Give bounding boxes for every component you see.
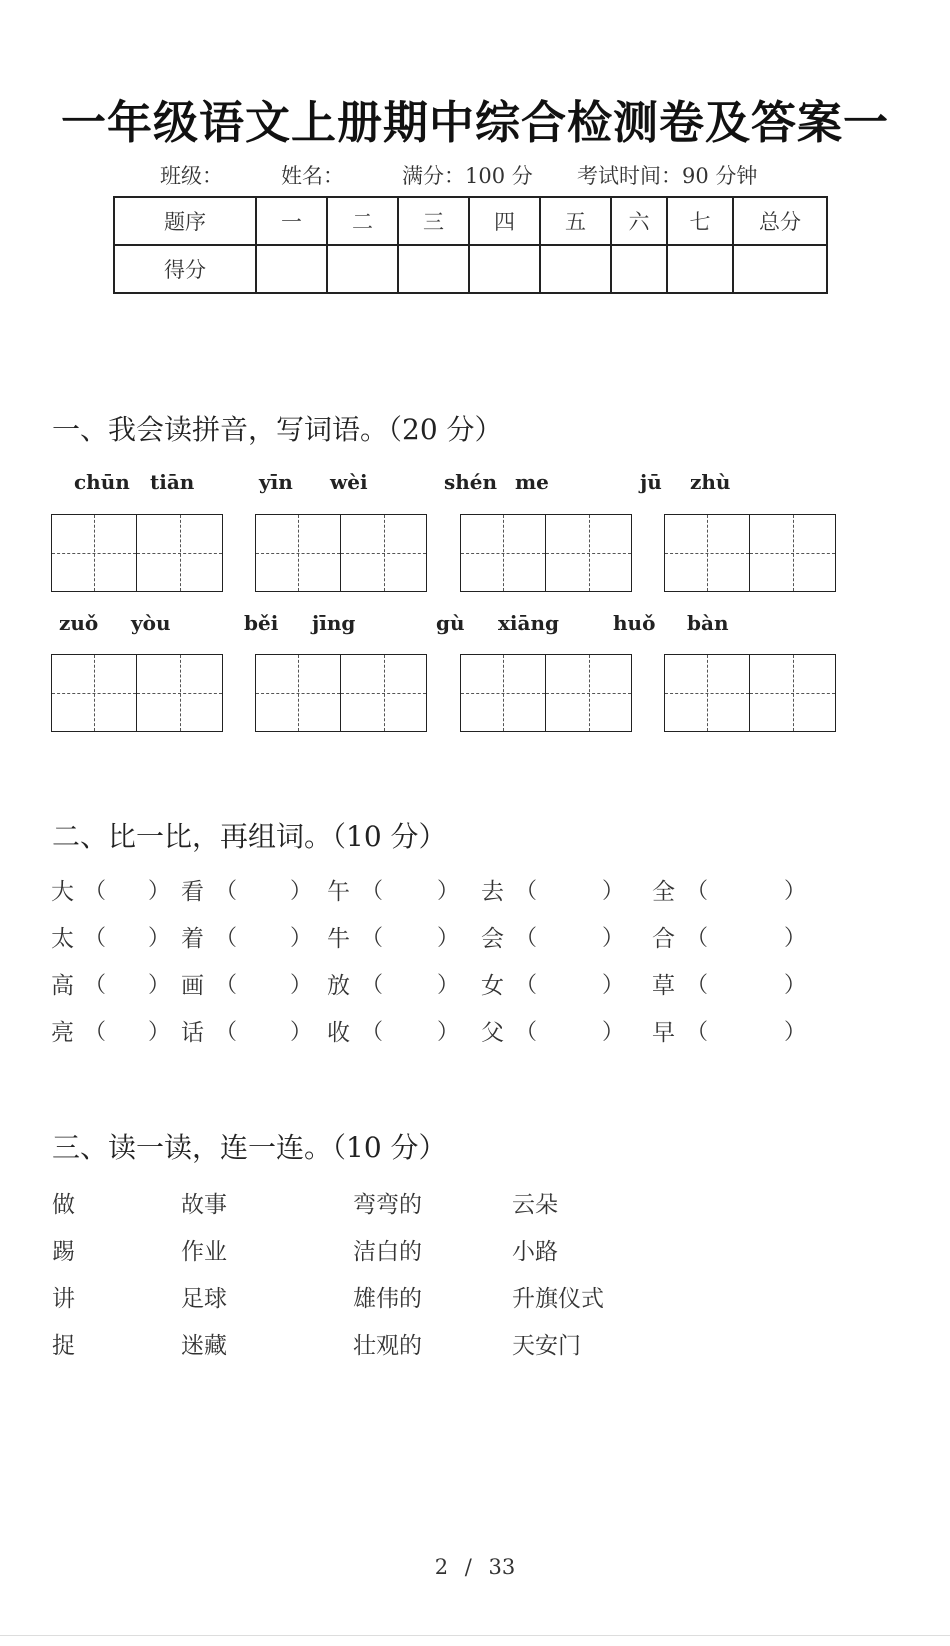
compare-char: 草 [652, 973, 675, 999]
link-col3-item[interactable]: 雄伟的 [353, 1286, 422, 1312]
answer-paren-open: （ [361, 973, 384, 998]
writing-cell[interactable] [256, 515, 341, 591]
link-col1-item[interactable]: 做 [52, 1192, 75, 1218]
link-col3-item[interactable]: 弯弯的 [353, 1192, 422, 1218]
link-col1-item[interactable]: 踢 [52, 1239, 75, 1265]
writing-box[interactable] [51, 654, 223, 732]
answer-blank[interactable] [237, 920, 290, 950]
pinyin: jū [640, 470, 662, 494]
compare-char: 女 [481, 973, 504, 999]
compare-char: 合 [652, 926, 675, 952]
answer-paren-open: （ [686, 926, 709, 951]
writing-cell[interactable] [341, 515, 426, 591]
writing-box[interactable] [51, 514, 223, 592]
compare-char: 大 [51, 879, 74, 905]
link-col4-item[interactable]: 升旗仪式 [512, 1286, 604, 1312]
page-title: 一年级语文上册期中综合检测卷及答案一 [60, 96, 889, 149]
score-cell[interactable] [611, 245, 667, 293]
answer-paren-close: ） [784, 1020, 807, 1045]
answer-blank[interactable] [537, 1014, 602, 1044]
answer-paren-close: ） [437, 926, 460, 951]
compare-char: 看 [181, 879, 204, 905]
pinyin: gù [436, 611, 465, 635]
answer-blank[interactable] [383, 967, 437, 997]
answer-paren-close: ） [437, 973, 460, 998]
answer-paren-open: （ [686, 973, 709, 998]
name-label: 姓名： [281, 164, 344, 188]
answer-paren-open: （ [84, 926, 107, 951]
answer-paren-open: （ [215, 1020, 238, 1045]
score-table-header-row [114, 197, 827, 245]
link-col2-item[interactable]: 足球 [181, 1286, 227, 1312]
answer-blank[interactable] [237, 1014, 290, 1044]
writing-cell[interactable] [546, 515, 631, 591]
pinyin: wèi [330, 470, 368, 494]
writing-box[interactable] [255, 654, 427, 732]
score-col-1: 一 [256, 197, 327, 245]
answer-blank[interactable] [106, 1014, 148, 1044]
pinyin: tiān [150, 470, 195, 494]
answer-paren-open: （ [686, 879, 709, 904]
answer-paren-open: （ [515, 1020, 538, 1045]
answer-paren-close: ） [602, 1020, 625, 1045]
score-cell[interactable] [398, 245, 469, 293]
writing-box[interactable] [460, 654, 632, 732]
score-cell[interactable] [733, 245, 827, 293]
pinyin: jīng [312, 611, 356, 635]
answer-paren-open: （ [361, 926, 384, 951]
answer-paren-close: ） [290, 879, 313, 904]
answer-paren-close: ） [148, 1020, 171, 1045]
link-col2-item[interactable]: 故事 [181, 1192, 227, 1218]
writing-cell[interactable] [52, 515, 137, 591]
compare-char: 收 [327, 1020, 350, 1046]
page-current: 2 [434, 1555, 449, 1579]
writing-cell[interactable] [256, 655, 341, 731]
answer-blank[interactable] [237, 967, 290, 997]
answer-paren-close: ） [784, 973, 807, 998]
compare-char: 亮 [51, 1020, 74, 1046]
answer-blank[interactable] [106, 873, 148, 903]
answer-paren-close: ） [290, 973, 313, 998]
link-col4-item[interactable]: 云朵 [512, 1192, 558, 1218]
answer-blank[interactable] [708, 967, 784, 997]
answer-paren-close: ） [148, 879, 171, 904]
link-col2-item[interactable]: 迷藏 [181, 1333, 227, 1359]
page-total: 33 [488, 1555, 516, 1579]
full-score: 满分：100 分 [402, 164, 533, 188]
pinyin: yòu [131, 611, 171, 635]
answer-paren-open: （ [515, 973, 538, 998]
answer-blank[interactable] [708, 920, 784, 950]
score-table-score-row [114, 245, 827, 293]
score-header-label: 题序 [114, 197, 256, 245]
score-cell[interactable] [667, 245, 733, 293]
answer-blank[interactable] [537, 967, 602, 997]
section3-heading: 三、读一读，连一连。（10 分） [52, 1131, 447, 1164]
pinyin: chūn [74, 470, 130, 494]
pinyin: zuǒ [59, 611, 99, 635]
answer-paren-open: （ [361, 1020, 384, 1045]
score-table [113, 196, 828, 294]
pinyin: bàn [687, 611, 729, 635]
link-col1-item[interactable]: 捉 [52, 1333, 75, 1359]
pinyin: xiāng [498, 611, 560, 635]
score-col-2: 二 [327, 197, 398, 245]
score-cell[interactable] [469, 245, 540, 293]
answer-blank[interactable] [708, 873, 784, 903]
pinyin: yīn [259, 470, 293, 494]
pinyin: zhù [690, 470, 731, 494]
answer-blank[interactable] [383, 920, 437, 950]
writing-cell[interactable] [750, 655, 835, 731]
compare-char: 高 [51, 973, 74, 999]
answer-paren-open: （ [686, 1020, 709, 1045]
answer-blank[interactable] [106, 920, 148, 950]
answer-paren-close: ） [290, 1020, 313, 1045]
compare-char: 会 [481, 926, 504, 952]
answer-paren-close: ） [437, 879, 460, 904]
score-cell[interactable] [327, 245, 398, 293]
link-col3-item[interactable]: 洁白的 [353, 1239, 422, 1265]
answer-paren-close: ） [602, 973, 625, 998]
answer-paren-open: （ [215, 879, 238, 904]
writing-cell[interactable] [750, 515, 835, 591]
compare-char: 太 [51, 926, 74, 952]
answer-paren-open: （ [515, 879, 538, 904]
answer-paren-close: ） [437, 1020, 460, 1045]
score-col-6: 六 [611, 197, 667, 245]
writing-cell[interactable] [52, 655, 137, 731]
writing-box[interactable] [664, 514, 836, 592]
score-row-label: 得分 [114, 245, 256, 293]
writing-cell[interactable] [665, 655, 750, 731]
class-label: 班级： [160, 164, 223, 188]
pinyin: huǒ [613, 611, 656, 635]
writing-cell[interactable] [341, 655, 426, 731]
answer-paren-open: （ [515, 926, 538, 951]
writing-box[interactable] [460, 514, 632, 592]
link-col2-item[interactable]: 作业 [181, 1239, 227, 1265]
link-col1-item[interactable]: 讲 [52, 1286, 75, 1312]
page-number [0, 1555, 950, 1579]
compare-char: 话 [181, 1020, 204, 1046]
score-cell[interactable] [256, 245, 327, 293]
answer-paren-close: ） [148, 973, 171, 998]
writing-cell[interactable] [665, 515, 750, 591]
pinyin: běi [244, 611, 279, 635]
score-cell[interactable] [540, 245, 611, 293]
writing-box[interactable] [664, 654, 836, 732]
writing-cell[interactable] [461, 655, 546, 731]
answer-paren-open: （ [84, 973, 107, 998]
answer-blank[interactable] [383, 1014, 437, 1044]
page-bottom-divider [0, 1635, 950, 1636]
answer-blank[interactable] [106, 967, 148, 997]
link-col4-item[interactable]: 小路 [512, 1239, 558, 1265]
compare-char: 画 [181, 973, 204, 999]
compare-char: 早 [652, 1020, 675, 1046]
answer-paren-open: （ [361, 879, 384, 904]
score-col-5: 五 [540, 197, 611, 245]
compare-char: 父 [481, 1020, 504, 1046]
writing-cell[interactable] [546, 655, 631, 731]
answer-paren-open: （ [84, 1020, 107, 1045]
link-col4-item[interactable]: 天安门 [512, 1333, 581, 1359]
score-col-3: 三 [398, 197, 469, 245]
page-separator: / [464, 1555, 472, 1579]
score-col-total: 总分 [733, 197, 827, 245]
answer-paren-open: （ [84, 879, 107, 904]
answer-blank[interactable] [383, 873, 437, 903]
score-col-7: 七 [667, 197, 733, 245]
writing-cell[interactable] [461, 515, 546, 591]
answer-paren-close: ） [148, 926, 171, 951]
compare-char: 全 [652, 879, 675, 905]
writing-cell[interactable] [137, 515, 222, 591]
pinyin: me [515, 470, 549, 494]
section2-heading: 二、比一比，再组词。（10 分） [52, 820, 447, 853]
answer-paren-open: （ [215, 973, 238, 998]
answer-paren-open: （ [215, 926, 238, 951]
exam-time: 考试时间：90 分钟 [577, 164, 758, 188]
compare-char: 午 [327, 879, 350, 905]
writing-box[interactable] [255, 514, 427, 592]
compare-char: 放 [327, 973, 350, 999]
score-col-4: 四 [469, 197, 540, 245]
answer-paren-close: ） [784, 926, 807, 951]
compare-char: 着 [181, 926, 204, 952]
answer-blank[interactable] [708, 1014, 784, 1044]
pinyin: shén [444, 470, 498, 494]
answer-paren-close: ） [290, 926, 313, 951]
answer-blank[interactable] [537, 873, 602, 903]
answer-paren-close: ） [602, 926, 625, 951]
link-col3-item[interactable]: 壮观的 [353, 1333, 422, 1359]
answer-blank[interactable] [237, 873, 290, 903]
section1-heading: 一、我会读拼音，写词语。（20 分） [52, 413, 503, 446]
compare-char: 去 [481, 879, 504, 905]
answer-paren-close: ） [784, 879, 807, 904]
answer-paren-close: ） [602, 879, 625, 904]
compare-char: 牛 [327, 926, 350, 952]
answer-blank[interactable] [537, 920, 602, 950]
writing-cell[interactable] [137, 655, 222, 731]
